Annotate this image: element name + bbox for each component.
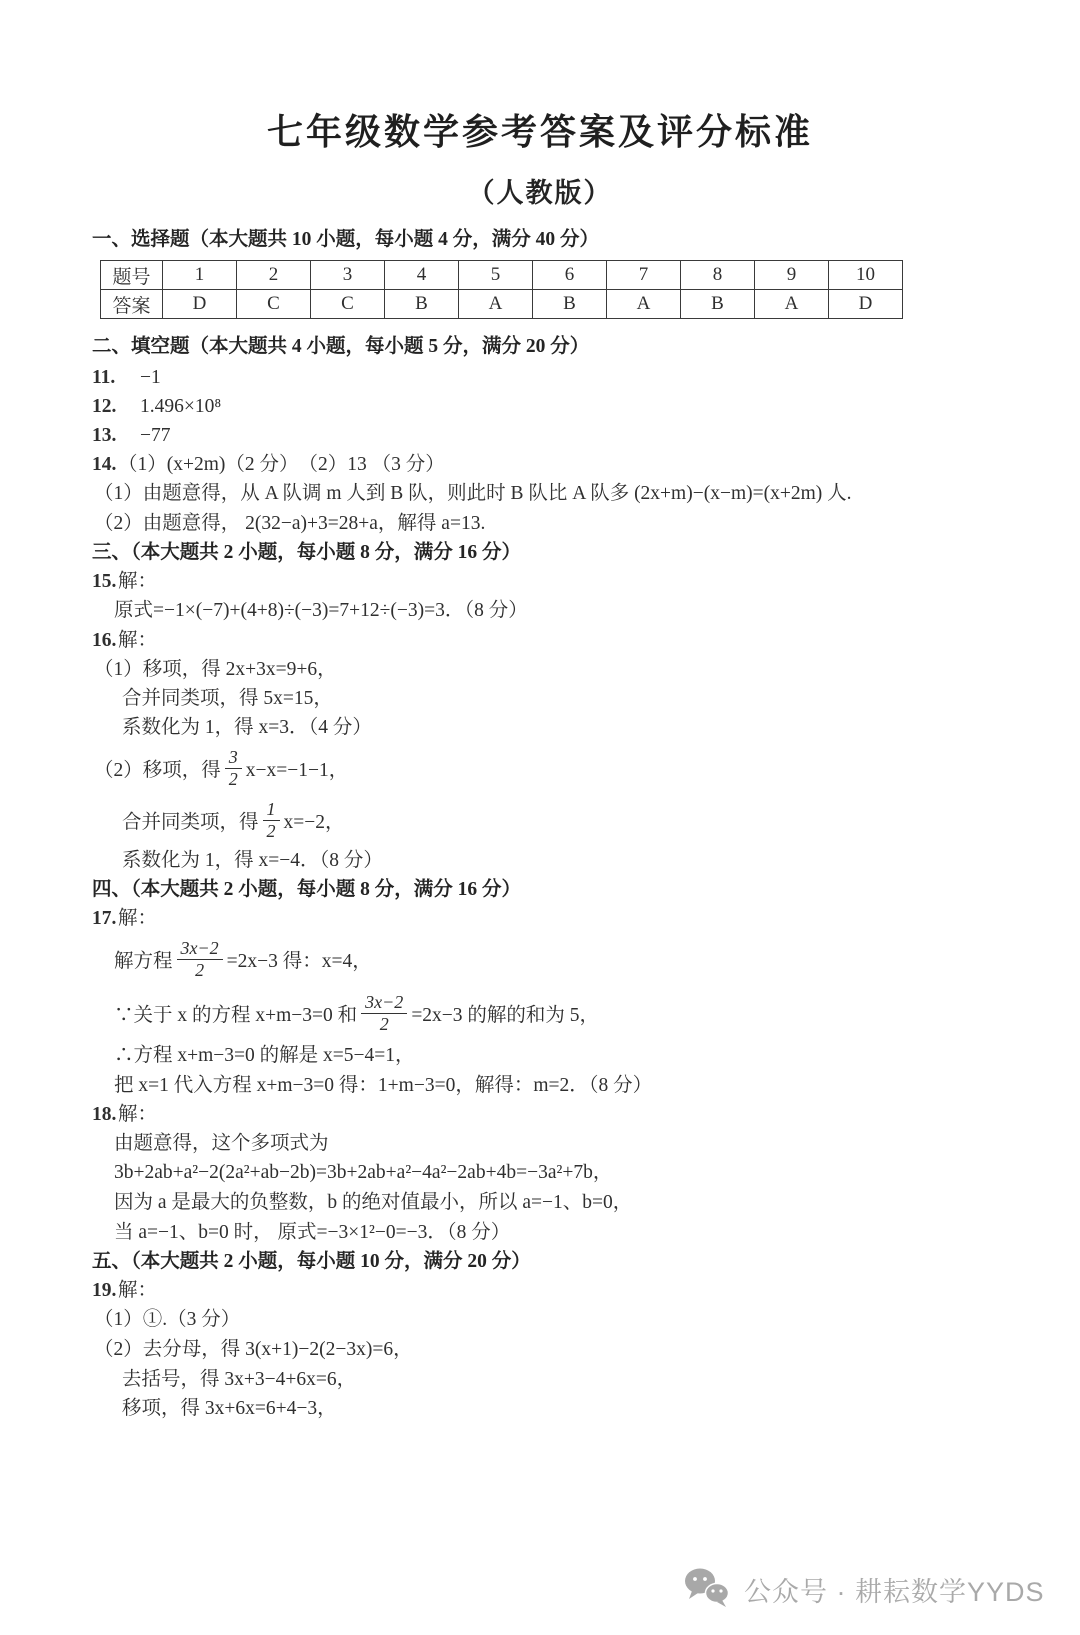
wechat-icon (683, 1566, 731, 1613)
table-cell: B (533, 290, 607, 319)
answer-line-q14 (92, 450, 1020, 479)
fraction-numerator: 3x−2 (361, 993, 407, 1014)
solution-header-q18 (92, 1100, 1020, 1129)
solution-line-q16-3: 系数化为 1，得 x=3．（4 分） (122, 717, 372, 738)
table-cell: 9 (755, 261, 829, 290)
section5-heading: 五、（本大题共 2 小题，每小题 10 分，满分 20 分） (92, 1251, 531, 1272)
solution-line-q16-1: （1）移项，得 2x+3x=9+6， (94, 659, 337, 680)
solution-header-q19 (92, 1276, 1020, 1305)
answer-value: （1）(x+2m)（2 分） （2）13 （3 分） (118, 454, 445, 475)
line-text: x−x=−1−1， (245, 760, 349, 781)
table-cell: 2 (237, 261, 311, 290)
table-cell: 5 (459, 261, 533, 290)
fraction-numerator: 1 (263, 800, 280, 821)
table-row-answers (101, 290, 903, 319)
table-header-answer: 答案 (101, 290, 163, 319)
line-text: 合并同类项，得 (122, 812, 259, 833)
fraction (361, 993, 407, 1034)
line-text: （2）移项，得 (94, 760, 221, 781)
question-number: 18. (92, 1104, 117, 1125)
question-number: 15. (92, 571, 117, 592)
solution-line-q18-1: 由题意得，这个多项式为 (114, 1133, 329, 1154)
table-cell: 7 (607, 261, 681, 290)
solution-line-q17-3: ∴方程 x+m−3=0 的解是 x=5−4=1， (114, 1045, 415, 1066)
table-cell: B (385, 290, 459, 319)
solution-line-q18-4: 当 a=−1、b=0 时， 原式=−3×1²−0=−3．（8 分） (114, 1222, 511, 1243)
solve-label: 解： (118, 1104, 158, 1125)
solution-line-q15-1: 原式=−1×(−7)+(4+8)÷(−3)=7+12÷(−3)=3．（8 分） (114, 600, 528, 621)
fraction (177, 939, 223, 980)
solution-line-q14-1: （1）由题意得，从 A 队调 m 人到 B 队，则此时 B 队比 A 队多 (2x+m)−(x−m)=(x+2m) 人. (94, 483, 852, 504)
table-cell: A (755, 290, 829, 319)
line-text: x=−2， (283, 812, 345, 833)
solution-line-q16-5 (122, 794, 1020, 846)
line-text: =2x−3 得：x=4， (226, 951, 372, 972)
table-cell: D (829, 290, 903, 319)
fraction-denominator: 2 (195, 959, 205, 980)
solution-header-q16 (92, 626, 1020, 655)
table-header-question-number: 题号 (101, 261, 163, 290)
section4-heading: 四、（本大题共 2 小题，每小题 8 分，满分 16 分） (92, 879, 522, 900)
answer-key-table (100, 260, 903, 319)
table-cell: C (237, 290, 311, 319)
solution-line-q17-2 (114, 985, 1020, 1041)
solution-line-q19-3: 去括号，得 3x+3−4+6x=6， (122, 1369, 357, 1390)
solution-line-q17-4: 把 x=1 代入方程 x+m−3=0 得：1+m−3=0，解得：m=2．（8 分） (114, 1075, 653, 1096)
table-cell: B (681, 290, 755, 319)
table-cell: 8 (681, 261, 755, 290)
page-title: 七年级数学参考答案及评分标准 (266, 112, 813, 152)
line-text: 解方程 (114, 951, 173, 972)
line-text: ∵关于 x 的方程 x+m−3=0 和 (114, 1005, 358, 1026)
solve-label: 解： (118, 908, 158, 929)
table-cell: C (311, 290, 385, 319)
table-cell: 4 (385, 261, 459, 290)
solution-header-q17 (92, 904, 1020, 933)
table-cell: 1 (163, 261, 237, 290)
solution-line-q19-1: （1）①.（3 分） (94, 1309, 241, 1330)
solution-line-q19-4: 移项，得 3x+6x=6+4−3， (122, 1398, 337, 1419)
fraction-denominator: 2 (379, 1013, 389, 1034)
solution-line-q18-3: 因为 a 是最大的负整数，b 的绝对值最小，所以 a=−1、b=0， (114, 1192, 633, 1213)
fraction-numerator: 3 (225, 748, 242, 769)
solution-line-q16-4 (94, 742, 1020, 794)
footer-label: 公众号 · 耕耘数学YYDS (744, 1577, 1045, 1607)
table-row-question-numbers (101, 261, 903, 290)
question-number: 19. (92, 1280, 117, 1301)
answer-value: 1.496×10⁸ (140, 396, 222, 417)
question-number: 11. (92, 367, 116, 388)
question-number: 13. (92, 425, 117, 446)
answer-line-q13 (92, 421, 1020, 450)
fraction-denominator: 2 (266, 820, 276, 841)
fraction-numerator: 3x−2 (177, 939, 223, 960)
section1-heading: 一、选择题（本大题共 10 小题，每小题 4 分，满分 40 分） (92, 229, 600, 250)
table-cell: 3 (311, 261, 385, 290)
solution-line-q17-1 (114, 933, 1020, 985)
solution-line-q16-2: 合并同类项，得 5x=15， (122, 688, 333, 709)
solution-line-q16-6: 系数化为 1，得 x=−4．（8 分） (122, 850, 383, 871)
answer-line-q11 (92, 363, 1020, 392)
fraction (225, 748, 242, 789)
answer-line-q12 (92, 392, 1020, 421)
answer-value: −77 (140, 425, 171, 446)
question-number: 14. (92, 454, 117, 475)
line-text: =2x−3 的解的和为 5， (411, 1005, 600, 1026)
fraction (263, 800, 280, 841)
fraction-denominator: 2 (228, 768, 238, 789)
document-body (0, 226, 1080, 1423)
table-cell: D (163, 290, 237, 319)
page-subtitle: （人教版） (467, 178, 613, 208)
section2-heading: 二、填空题（本大题共 4 小题，每小题 5 分，满分 20 分） (92, 336, 590, 357)
table-cell: 6 (533, 261, 607, 290)
solution-line-q19-2: （2）去分母，得 3(x+1)−2(2−3x)=6， (94, 1339, 413, 1360)
solution-header-q15 (92, 567, 1020, 596)
table-cell: A (607, 290, 681, 319)
footer-watermark (683, 1566, 1045, 1613)
solve-label: 解： (118, 571, 158, 592)
solve-label: 解： (118, 630, 158, 651)
question-number: 17. (92, 908, 117, 929)
section3-heading: 三、（本大题共 2 小题，每小题 8 分，满分 16 分） (92, 542, 522, 563)
table-cell: 10 (829, 261, 903, 290)
table-cell: A (459, 290, 533, 319)
answer-value: −1 (140, 367, 161, 388)
question-number: 12. (92, 396, 117, 417)
solve-label: 解： (118, 1280, 158, 1301)
question-number: 16. (92, 630, 117, 651)
solution-line-q18-2: 3b+2ab+a²−2(2a²+ab−2b)=3b+2ab+a²−4a²−2ab+4b=−3a²+7b， (114, 1162, 613, 1183)
solution-line-q14-2: （2）由题意得， 2(32−a)+3=28+a，解得 a=13. (94, 513, 486, 534)
